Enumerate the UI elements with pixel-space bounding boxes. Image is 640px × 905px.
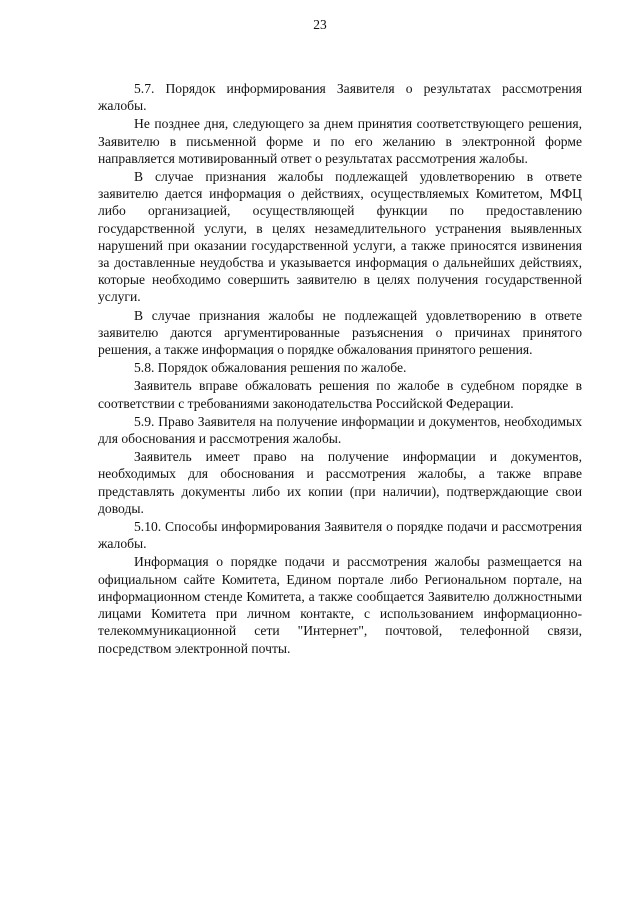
- section-5-10-heading: 5.10. Способы информирования Заявителя о порядке подачи и рассмотрения жалобы.: [98, 519, 582, 552]
- paragraph-complaint-rejected: В случае признания жалобы не подлежащей удовлетворению в ответе заявителю даются аргументированные разъяснения о причинах принятого решения, а также информация о порядке обжалования принятого решения.: [98, 307, 582, 358]
- paragraph-response-deadline: Не позднее дня, следующего за днем принятия соответствующего решения, Заявителю в письменной форме и по его желанию в электронной форме направляется мотивированный ответ о результатах рассмотрения жалобы.: [98, 116, 582, 166]
- section-5-7-heading: 5.7. Порядок информирования Заявителя о результатах рассмотрения жалобы.: [98, 81, 582, 114]
- paragraph-complaint-upheld: В случае признания жалобы подлежащей удовлетворению в ответе заявителю дается информация о действиях, осуществляемых Комитетом, МФЦ либо организацией, осуществляющей функции по предоставлению государственной услуги, в целях незамедлительного устранения выявленных нарушений при оказании государственной услуги, а также приносятся извинения за доставленные неудобства и указывается информация о дальнейших действиях, которые необходимо совершить заявителю в целях получения государственной услуги.: [98, 169, 582, 305]
- paragraph-information-channels: Информация о порядке подачи и рассмотрения жалобы размещается на официальном сайте Комитета, Едином портале либо Региональном портале, на информационном стенде Комитета, а также сообщается Заявителю должностными лицами Комитета при личном контакте, с использованием информационно-телекоммуникационной сети "Интернет", почтовой, телефонной связи, посредством электронной почты.: [98, 554, 582, 656]
- document-body: [98, 80, 582, 658]
- section-5-8-heading: 5.8. Порядок обжалования решения по жалобе.: [134, 360, 407, 376]
- paragraph-judicial-appeal: Заявитель вправе обжаловать решения по жалобе в судебном порядке в соответствии с требованиями законодательства Российской Федерации.: [98, 378, 582, 411]
- section-5-9-heading: 5.9. Право Заявителя на получение информации и документов, необходимых для обоснования и рассмотрения жалобы.: [98, 413, 582, 447]
- paragraph-right-to-information: Заявитель имеет право на получение информации и документов, необходимых для обоснования и рассмотрения жалобы, а также вправе представлять документы либо их копии (при наличии), подтверждающие свои доводы.: [98, 449, 582, 516]
- page-number: 23: [313, 17, 327, 32]
